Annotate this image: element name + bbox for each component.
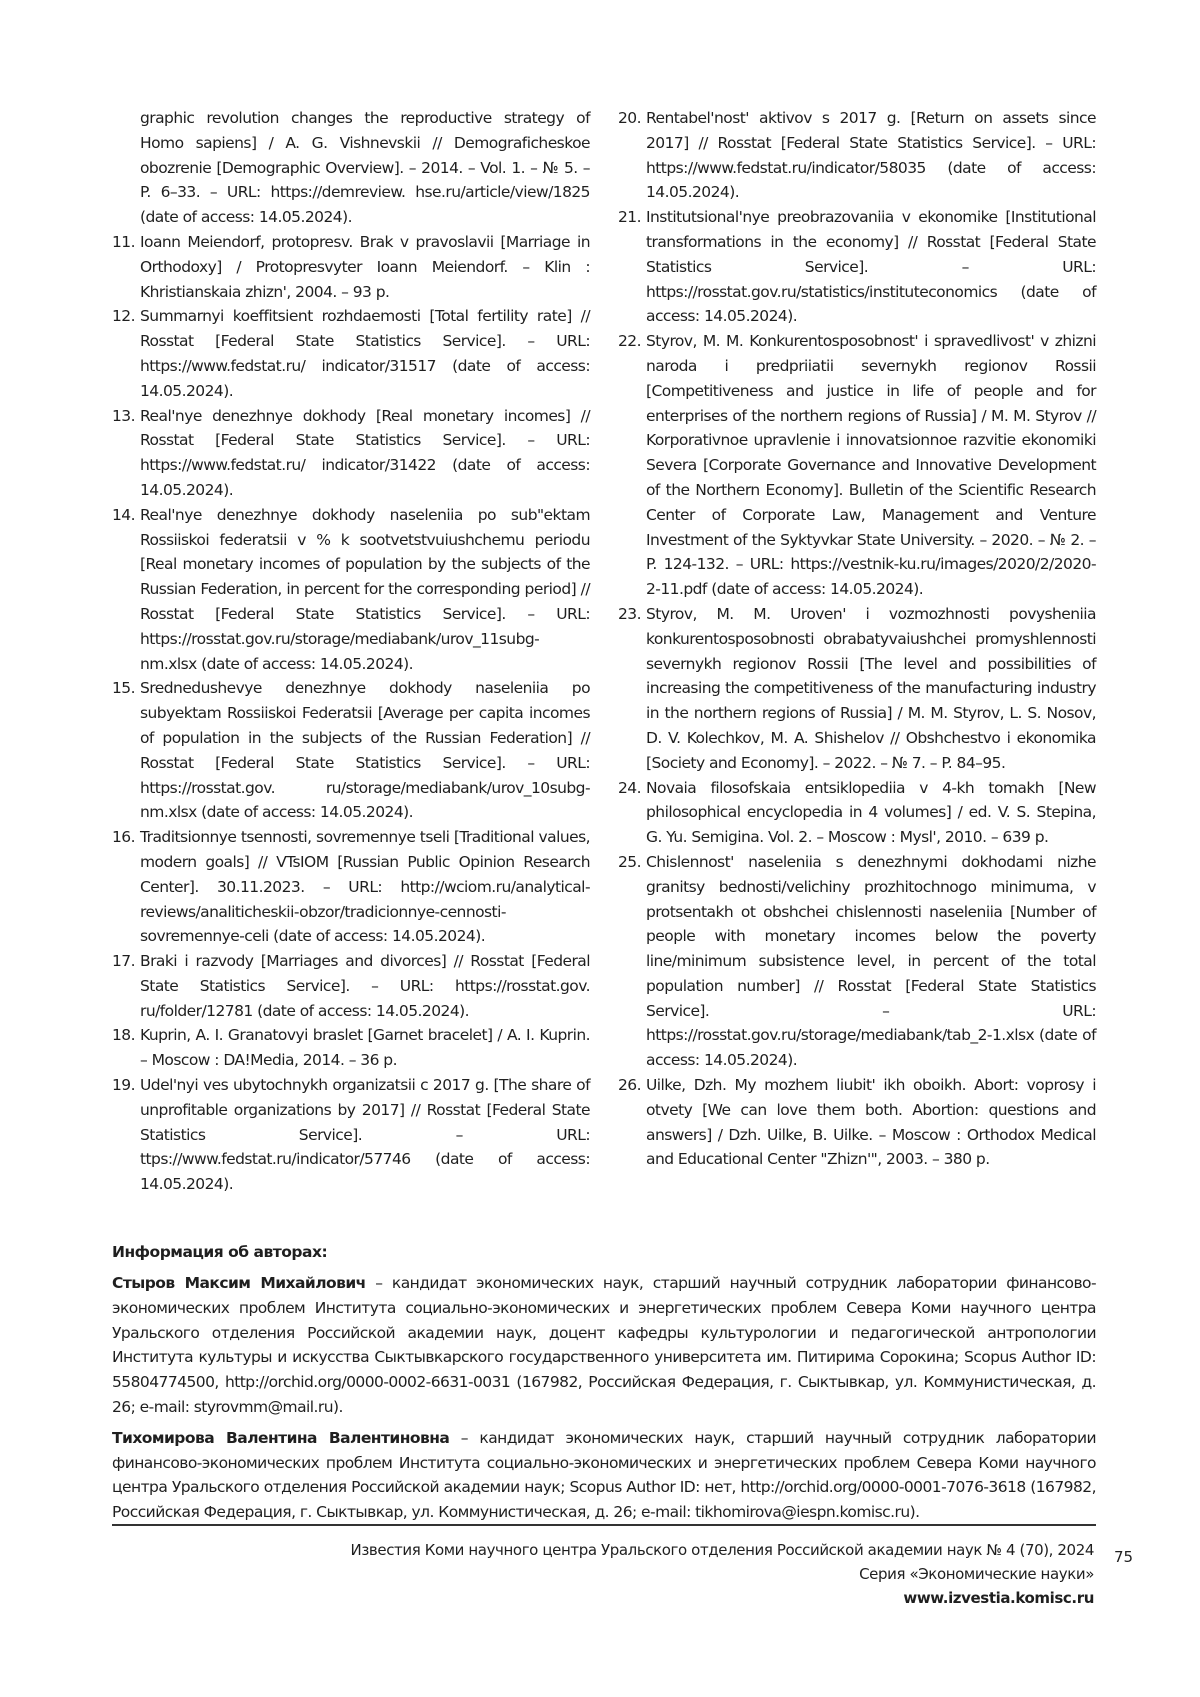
reference-text: Real'nye denezhnye dokhody naseleniia po sub"ektam Rossiiskoi federatsii v % k sootvetstvuiushchemu periodu [Real monetary incomes of population by the subjects of the Russian Federation, in percent for the corresponding period] // Rosstat [Federal State Statistics Service]. – URL: https://rosstat.gov.ru/storage/mediabank/urov_11subg-nm.xlsx (date of access: 14.05.2024). bbox=[140, 505, 590, 673]
reference-item bbox=[618, 850, 1096, 1073]
reference-text: Ioann Meiendorf, protopresv. Brak v pravoslavii [Marriage in Orthodoxy] / Protopresvyter Ioann Meiendorf. – Klin : Khristianskaia zhizn', 2004. – 93 p. bbox=[140, 232, 590, 301]
reference-text: Braki i razvody [Marriages and divorces] // Rosstat [Federal State Statistics Service]. – URL: https://rosstat.gov. ru/folder/12781 (date of access: 14.05.2024). bbox=[140, 952, 590, 1020]
authors-info bbox=[112, 1243, 1096, 1531]
references-section bbox=[112, 106, 1096, 1197]
reference-text: Chislennost' naseleniia s denezhnymi dokhodami nizhe granitsy bednosti/velichiny prozhitochnogo minimuma, v protsentakh ot obshchei chislennosti naseleniia [Number of people with monetary incomes below the poverty line/minimum subsistence level, in percent of the total population number] // Rosstat [Federal State Statistics Service]. – URL: https://rosstat.gov.ru/storage/mediabank/tab_2-1.xlsx (date of access: 14.05.2024). bbox=[646, 852, 1096, 1070]
reference-text: Styrov, M. M. Uroven' i vozmozhnosti povysheniia konkurentosposobnosti obrabatyvaiushchei promyshlennosti severnykh regionov Rossii [The level and possibilities of increasing the competitiveness of the manufacturing industry in the northern regions of Russia] / M. M. Styrov, L. S. Nosov, D. V. Kolechkov, M. A. Shishelov // Obshchestvo i ekonomika [Society and Economy]. – 2022. – № 7. – P. 84–95. bbox=[646, 604, 1096, 772]
author-details: – кандидат экономических наук, старший научный сотрудник лаборатории финансово-экономических проблем Института социально-экономических и энергетических проблем Севера Коми научного центра Уральского отделения Российской академии наук; Scopus Author ID: нет, http://orchid.org/0000-0001-7076-3618 (167982, Российская Федерация, г. Сыктывкар, ул. Коммунистическая, д. 26; e-mail: tikhomirova@iespn.komisc.ru). bbox=[112, 1428, 1096, 1522]
journal-title: Известия Коми научного центра Уральского отделения Российской академии наук № 4 (70), 2024 bbox=[350, 1541, 1094, 1559]
reference-number: 14. bbox=[112, 505, 136, 524]
journal-series: Серия «Экономические науки» bbox=[859, 1565, 1094, 1583]
page-footer bbox=[351, 1538, 1094, 1610]
journal-website: www.izvestia.komisc.ru bbox=[903, 1589, 1094, 1607]
reference-number: 23. bbox=[618, 604, 642, 623]
reference-item bbox=[618, 106, 1096, 205]
reference-item bbox=[618, 776, 1096, 850]
reference-number: 25. bbox=[618, 852, 642, 871]
reference-item bbox=[112, 304, 590, 403]
reference-item bbox=[112, 230, 590, 304]
reference-item bbox=[618, 329, 1096, 602]
reference-text: Novaia filosofskaia entsiklopediia v 4-kh tomakh [New philosophical encyclopedia in 4 volumes] / ed. V. S. Stepina, G. Yu. Semigina. Vol. 2. – Moscow : Mysl', 2010. – 639 p. bbox=[646, 778, 1096, 847]
author-details: – кандидат экономических наук, старший научный сотрудник лаборатории финансово-экономических проблем Института социально-экономических и энергетических проблем Севера Коми научного центра Уральского отделения Российской академии наук, доцент кафедры культурологии и педагогической антропологии Института культуры и искусства Сыктывкарского государственного университета им. Питирима Сорокина; Scopus Author ID: 55804774500, http://orchid.org/0000-0002-6631-0031 (167982, Российская Федерация, г. Сыктывкар, ул. Коммунистическая, д. 26; e-mail: styrovmm@mail.ru). bbox=[112, 1274, 1097, 1416]
reference-number: 11. bbox=[112, 232, 136, 251]
reference-item bbox=[112, 404, 590, 503]
reference-text: Kuprin, A. I. Granatovyi braslet [Garnet bracelet] / A. I. Kuprin. – Moscow : DA!Media, 2014. – 36 p. bbox=[140, 1026, 590, 1070]
reference-number: 17. bbox=[112, 952, 136, 971]
reference-number: 24. bbox=[618, 778, 642, 797]
reference-item bbox=[112, 676, 590, 825]
reference-item bbox=[618, 1073, 1096, 1172]
references-right-column bbox=[618, 106, 1096, 1197]
reference-item bbox=[112, 949, 590, 1023]
reference-item bbox=[618, 205, 1096, 329]
reference-text: Summarnyi koeffitsient rozhdaemosti [Total fertility rate] // Rosstat [Federal State Statistics Service]. – URL: https://www.fedstat.ru/ indicator/31517 (date of access: 14.05.2024). bbox=[140, 307, 590, 400]
reference-text: Srednedushevye denezhnye dokhody naseleniia po subyektam Rossiiskoi Federatsii [Average per capita incomes of population in the subjects of the Russian Federation] // Rosstat [Federal State Statistics Service]. – URL: https://rosstat.gov. ru/storage/mediabank/urov_10subg-nm.xlsx (date of access: 14.05.2024). bbox=[140, 679, 590, 822]
reference-text: Institutsional'nye preobrazovaniia v ekonomike [Institutional transformations in the economy] // Rosstat [Federal State Statistics Service]. – URL: https://rosstat.gov.ru/statistics/instituteconomics (date of access: 14.05.2024). bbox=[646, 208, 1096, 326]
reference-number: 21. bbox=[618, 208, 642, 227]
reference-number: 13. bbox=[112, 406, 136, 425]
author-entry bbox=[112, 1426, 1096, 1525]
references-left-column bbox=[112, 106, 590, 1197]
reference-number: 22. bbox=[618, 332, 642, 351]
reference-text: Traditsionnye tsennosti, sovremennye tseli [Traditional values, modern goals] // VTsIOM [Russian Public Opinion Research Center]. 30.11.2023. – URL: http://wciom.ru/analytical-reviews/analiticheskii-obzor/tradicionnye-cennosti-sovremennye-celi (date of access: 14.05.2024). bbox=[140, 828, 590, 946]
reference-item bbox=[112, 1023, 590, 1073]
reference-number: 26. bbox=[618, 1076, 642, 1095]
reference-text: Real'nye denezhnye dokhody [Real monetary incomes] // Rosstat [Federal State Statistics Service]. – URL: https://www.fedstat.ru/ indicator/31422 (date of access: 14.05.2024). bbox=[140, 406, 590, 499]
reference-number: 19. bbox=[112, 1076, 136, 1095]
reference-text: Udel'nyi ves ubytochnykh organizatsii c 2017 g. [The share of unprofitable organizations by 2017] // Rosstat [Federal State Statistics Service]. – URL: ttps://www.fedstat.ru/indicator/57746 (date of access: 14.05.2024). bbox=[140, 1076, 590, 1194]
reference-item bbox=[112, 503, 590, 677]
reference-number: 12. bbox=[112, 307, 136, 326]
footer-divider bbox=[112, 1524, 1096, 1526]
reference-number: 16. bbox=[112, 828, 136, 847]
page-number: 75 bbox=[1114, 1548, 1134, 1566]
reference-text: Uilke, Dzh. My mozhem liubit' ikh oboikh. Abort: voprosy i otvety [We can love them both. Abortion: questions and answers] / Dzh. Uilke, B. Uilke. – Moscow : Orthodox Medical and Educational Center "Zhizn'", 2003. – 380 p. bbox=[646, 1076, 1096, 1169]
authors-heading: Информация об авторах: bbox=[112, 1243, 328, 1261]
reference-number: 18. bbox=[112, 1026, 136, 1045]
reference-item bbox=[112, 1073, 590, 1197]
author-entry bbox=[112, 1271, 1096, 1420]
reference-item bbox=[618, 602, 1096, 776]
reference-text: Styrov, M. M. Konkurentosposobnost' i spravedlivost' v zhizni naroda i predpriiatii severnykh regionov Rossii [Competitiveness and justice in life of people and for enterprises of the northern regions of Russia] / M. M. Styrov // Korporativnoe upravlenie i innovatsionnoe razvitie ekonomiki Severa [Corporate Governance and Innovative Development of the Northern Economy]. Bulletin of the Scientific Research Center of Corporate Law, Management and Venture Investment of the Syktyvkar State University. – 2020. – № 2. – P. 124-132. – URL: https://vestnik-ku.ru/images/2020/2/2020-2-11.pdf (date of access: 14.05.2024). bbox=[646, 332, 1096, 599]
reference-text: graphic revolution changes the reproductive strategy of Homo sapiens] / A. G. Vishnevskii // Demograficheskoe obozrenie [Demographic Overview]. – 2014. – Vol. 1. – № 5. – P. 6–33. – URL: https://demreview. hse.ru/article/view/1825 (date of access: 14.05.2024). bbox=[140, 109, 590, 227]
author-name: Тихомирова Валентина Валентиновна bbox=[112, 1428, 450, 1447]
reference-item bbox=[112, 106, 590, 230]
reference-number: 20. bbox=[618, 109, 642, 127]
reference-text: Rentabel'nost' aktivov s 2017 g. [Return on assets since 2017] // Rosstat [Federal State Statistics Service]. – URL: https://www.fedstat.ru/indicator/58035 (date of access: 14.05.2024). bbox=[646, 109, 1096, 202]
author-name: Стыров Максим Михайлович bbox=[112, 1274, 366, 1292]
reference-item bbox=[112, 825, 590, 949]
reference-number: 15. bbox=[112, 679, 136, 698]
